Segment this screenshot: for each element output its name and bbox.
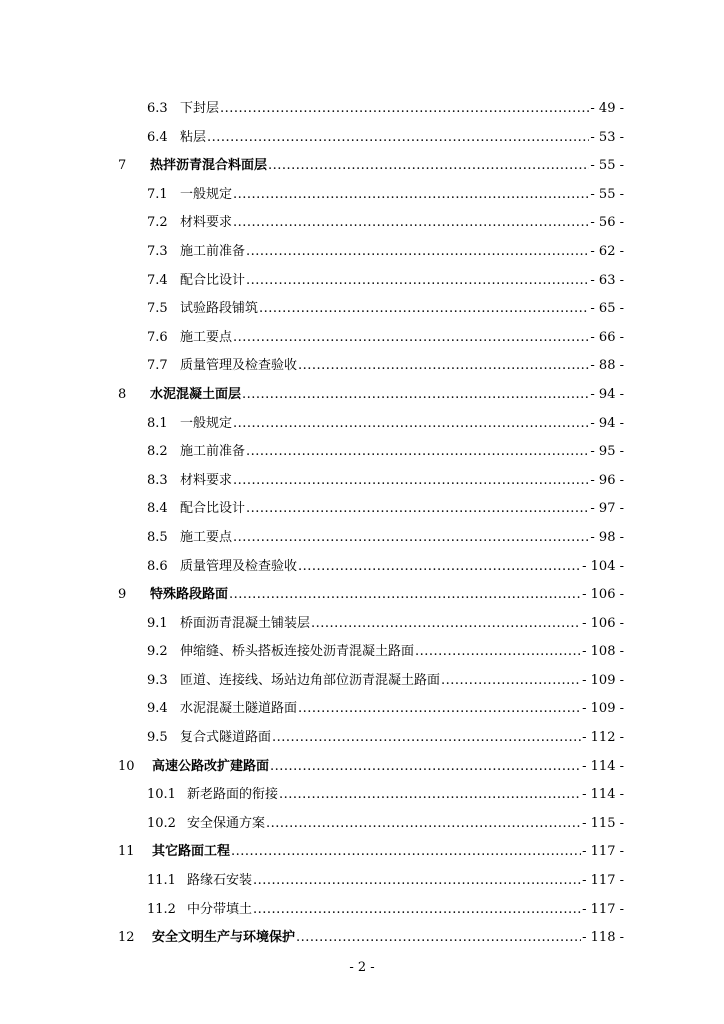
toc-entry-number: 9.5 (147, 730, 168, 746)
toc-entry-number: 9.1 (147, 615, 168, 631)
toc-section-entry[interactable] (147, 209, 624, 238)
toc-entry-page: - 95 - (590, 444, 624, 460)
toc-section-entry[interactable] (147, 724, 624, 753)
toc-entry-page: - 49 - (590, 101, 624, 116)
toc-dot-leader (270, 753, 581, 782)
toc-entry-page: - 108 - (582, 644, 624, 660)
toc-entry-number: 8.4 (147, 501, 168, 517)
toc-entry-page: - 106 - (582, 615, 624, 631)
toc-entry-page: - 56 - (590, 215, 624, 231)
toc-section-entry[interactable] (147, 324, 624, 353)
toc-entry-title: 新老路面的衔接 (187, 787, 279, 803)
toc-section-entry[interactable] (147, 695, 624, 724)
toc-dot-leader (242, 381, 589, 410)
toc-entry-number: 11 (118, 844, 135, 860)
toc-entry-number: 8 (118, 386, 127, 402)
toc-section-entry[interactable] (147, 438, 624, 467)
toc-dot-leader (253, 867, 581, 896)
toc-dot-leader (268, 152, 589, 181)
toc-entry-number: 12 (118, 930, 135, 946)
toc-dot-leader (298, 352, 589, 381)
toc-section-entry[interactable] (147, 781, 624, 810)
toc-dot-leader (246, 438, 589, 467)
toc-entry-title: 施工要点 (180, 329, 233, 345)
toc-section-entry[interactable] (147, 867, 624, 896)
toc-entry-number: 11.2 (147, 901, 176, 917)
toc-entry-page: - 98 - (590, 529, 624, 545)
toc-entry-title: 施工前准备 (180, 444, 246, 460)
toc-section-entry[interactable] (147, 124, 624, 153)
toc-entry-title: 下封层 (180, 101, 220, 116)
toc-entry-page: - 65 - (590, 301, 624, 317)
toc-section-entry[interactable] (147, 638, 624, 667)
toc-section-entry[interactable] (147, 95, 624, 124)
toc-dot-leader (266, 810, 581, 839)
toc-chapter-entry[interactable] (118, 581, 624, 610)
toc-dot-leader (415, 638, 581, 667)
toc-entry-title: 水泥混凝土隧道路面 (180, 701, 298, 717)
toc-dot-leader (233, 324, 589, 353)
toc-entry-title: 材料要求 (180, 215, 233, 231)
toc-entry-page: - 109 - (582, 672, 624, 688)
toc-entry-title: 质量管理及检查验收 (180, 358, 298, 374)
toc-entry-title: 复合式隧道路面 (180, 730, 272, 746)
toc-dot-leader (233, 209, 589, 238)
toc-dot-leader (233, 467, 589, 496)
toc-entry-page: - 55 - (590, 186, 624, 202)
toc-entry-page: - 94 - (590, 386, 624, 402)
toc-section-entry[interactable] (147, 610, 624, 639)
toc-entry-number: 7.6 (147, 329, 168, 345)
toc-entry-page: - 53 - (590, 129, 624, 145)
toc-entry-page: - 114 - (582, 787, 624, 803)
toc-section-entry[interactable] (147, 467, 624, 496)
toc-entry-number: 7.4 (147, 272, 168, 288)
toc-dot-leader (259, 295, 589, 324)
toc-entry-page: - 117 - (582, 873, 624, 889)
toc-entry-title: 一般规定 (180, 415, 233, 431)
toc-dot-leader (207, 124, 589, 153)
toc-chapter-entry[interactable] (118, 924, 624, 953)
toc-dot-leader (441, 667, 581, 696)
toc-entry-title: 路缘石安装 (187, 873, 253, 889)
toc-entry-number: 7.7 (147, 358, 168, 374)
toc-section-entry[interactable] (147, 810, 624, 839)
toc-entry-title: 安全文明生产与环境保护 (152, 930, 296, 946)
toc-section-entry[interactable] (147, 267, 624, 296)
toc-entry-number: 10.2 (147, 815, 176, 831)
toc-entry-page: - 112 - (582, 730, 624, 746)
toc-section-entry[interactable] (147, 495, 624, 524)
toc-entry-number: 9.3 (147, 672, 168, 688)
toc-entry-title: 配合比设计 (180, 272, 246, 288)
toc-dot-leader (253, 896, 581, 925)
toc-entry-page: - 97 - (590, 501, 624, 517)
toc-entry-number: 8.1 (147, 415, 168, 431)
toc-entry-number: 8.3 (147, 472, 168, 488)
toc-chapter-entry[interactable] (118, 753, 624, 782)
toc-entry-title: 材料要求 (180, 472, 233, 488)
toc-entry-number: 9.2 (147, 644, 168, 660)
toc-entry-title: 高速公路改扩建路面 (152, 758, 270, 774)
toc-entry-number: 11.1 (147, 873, 176, 889)
toc-entry-page: - 106 - (582, 587, 624, 603)
toc-dot-leader (279, 781, 581, 810)
toc-dot-leader (298, 553, 581, 582)
toc-section-entry[interactable] (147, 667, 624, 696)
toc-dot-leader (246, 238, 589, 267)
toc-entry-title: 匝道、连接线、场站边角部位沥青混凝土路面 (180, 672, 441, 688)
toc-entry-number: 6.3 (147, 101, 168, 116)
toc-entry-page: - 117 - (582, 844, 624, 860)
toc-section-entry[interactable] (147, 410, 624, 439)
toc-entry-page: - 63 - (590, 272, 624, 288)
toc-entry-page: - 96 - (590, 472, 624, 488)
toc-entry-page: - 117 - (582, 901, 624, 917)
toc-entry-title: 质量管理及检查验收 (180, 558, 298, 574)
toc-entry-page: - 118 - (582, 930, 624, 946)
toc-dot-leader (233, 181, 589, 210)
toc-entry-number: 9 (118, 587, 127, 603)
toc-entry-title: 试验路段铺筑 (180, 301, 259, 317)
toc-section-entry[interactable] (147, 295, 624, 324)
toc-chapter-entry[interactable] (118, 152, 624, 181)
toc-entry-page: - 94 - (590, 415, 624, 431)
toc-entry-title: 其它路面工程 (152, 844, 231, 860)
toc-entry-number: 7 (118, 158, 127, 174)
toc-dot-leader (298, 695, 581, 724)
toc-entry-title: 中分带填土 (187, 901, 253, 917)
toc-entry-page: - 109 - (582, 701, 624, 717)
toc-entry-number: 10 (118, 758, 135, 774)
toc-entry-page: - 104 - (582, 558, 624, 574)
toc-entry-page: - 114 - (582, 758, 624, 774)
toc-entry-title: 桥面沥青混凝土铺装层 (180, 615, 311, 631)
table-of-contents (0, 95, 724, 953)
toc-entry-title: 粘层 (180, 129, 207, 145)
toc-section-entry[interactable] (147, 524, 624, 553)
toc-entry-number: 9.4 (147, 701, 168, 717)
toc-section-entry[interactable] (147, 896, 624, 925)
toc-dot-leader (229, 581, 581, 610)
toc-entry-number: 8.6 (147, 558, 168, 574)
toc-entry-number: 8.5 (147, 529, 168, 545)
toc-entry-title: 施工要点 (180, 529, 233, 545)
toc-dot-leader (233, 524, 589, 553)
toc-entry-title: 配合比设计 (180, 501, 246, 517)
toc-entry-title: 安全保通方案 (187, 815, 266, 831)
toc-dot-leader (220, 95, 589, 124)
toc-section-entry[interactable] (147, 553, 624, 582)
toc-dot-leader (246, 495, 589, 524)
toc-entry-number: 10.1 (147, 787, 176, 803)
toc-dot-leader (296, 924, 581, 953)
toc-chapter-entry[interactable] (118, 838, 624, 867)
toc-dot-leader (246, 267, 589, 296)
toc-entry-number: 8.2 (147, 444, 168, 460)
toc-section-entry[interactable] (147, 352, 624, 381)
toc-section-entry[interactable] (147, 238, 624, 267)
toc-dot-leader (233, 410, 589, 439)
toc-entry-number: 7.5 (147, 301, 168, 317)
toc-entry-page: - 55 - (590, 158, 624, 174)
toc-entry-page: - 62 - (590, 243, 624, 259)
toc-entry-number: 6.4 (147, 129, 168, 145)
toc-entry-page: - 66 - (590, 329, 624, 345)
toc-entry-title: 特殊路段路面 (150, 587, 229, 603)
toc-entry-number: 7.2 (147, 215, 168, 231)
toc-entry-number: 7.3 (147, 243, 168, 259)
toc-section-entry[interactable] (147, 181, 624, 210)
toc-chapter-entry[interactable] (118, 381, 624, 410)
toc-entry-title: 一般规定 (180, 186, 233, 202)
toc-entry-page: - 88 - (590, 358, 624, 374)
toc-entry-title: 伸缩缝、桥头搭板连接处沥青混凝土路面 (180, 644, 415, 660)
toc-dot-leader (311, 610, 581, 639)
page-number: - 2 - (349, 960, 375, 975)
toc-entry-title: 施工前准备 (180, 243, 246, 259)
toc-entry-page: - 115 - (582, 815, 624, 831)
toc-entry-title: 热拌沥青混合料面层 (150, 158, 268, 174)
toc-dot-leader (231, 838, 581, 867)
toc-dot-leader (272, 724, 581, 753)
toc-entry-title: 水泥混凝土面层 (150, 386, 242, 402)
toc-entry-number: 7.1 (147, 186, 168, 202)
